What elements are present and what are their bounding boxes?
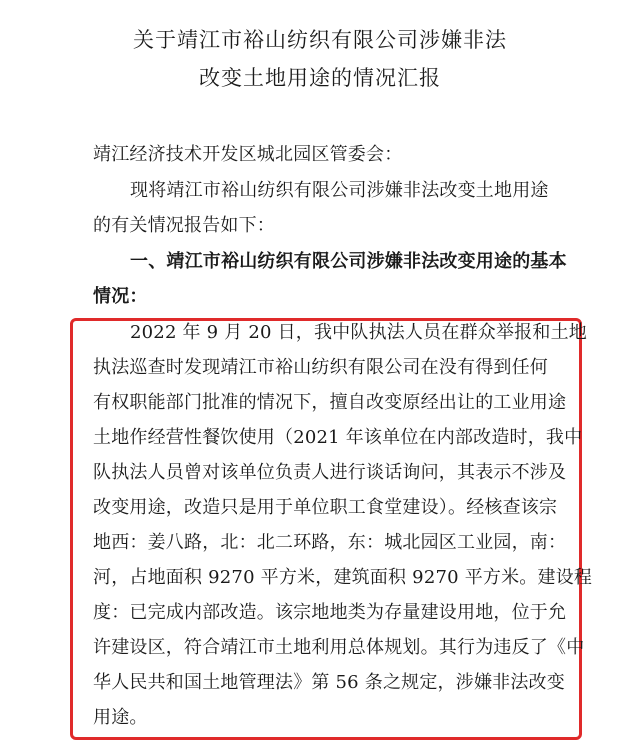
section-heading-line-2: 情况： xyxy=(93,286,148,307)
paragraph-line: 地西：姜八路，北：北二环路，东：城北园区工业园，南： xyxy=(93,532,567,553)
paragraph-line: 改变用途，改造只是用于单位职工食堂建设）。经核查该宗 xyxy=(93,497,558,518)
paragraph-line: 有权职能部门批准的情况下，擅自改变原经出让的工业用途 xyxy=(93,392,567,413)
paragraph-line: 土地作经营性餐饮使用（2021 年该单位在内部改造时，我中 xyxy=(93,427,583,448)
paragraph-line: 队执法人员曾对该单位负责人进行谈话询问，其表示不涉及 xyxy=(93,462,567,483)
addressee: 靖江经济技术开发区城北园区管委会： xyxy=(93,144,403,165)
paragraph-line: 许建设区，符合靖江市土地利用总体规划。其行为违反了《中 xyxy=(93,637,585,658)
intro-line-2: 的有关情况报告如下： xyxy=(93,215,275,236)
paragraph-line: 华人民共和国土地管理法》第 56 条之规定，涉嫌非法改变 xyxy=(93,672,565,693)
paragraph-line: 河，占地面积 9270 平方米，建筑面积 9270 平方米。建设程 xyxy=(93,567,593,588)
paragraph-line: 度：已完成内部改造。该宗地地类为存量建设用地，位于允 xyxy=(93,602,567,623)
section-heading-line-1: 一、靖江市裕山纺织有限公司涉嫌非法改变用途的基本 xyxy=(130,251,567,272)
intro-line-1: 现将靖江市裕山纺织有限公司涉嫌非法改变土地用途 xyxy=(130,180,549,201)
paragraph-line: 执法巡查时发现靖江市裕山纺织有限公司在没有得到任何 xyxy=(93,357,548,378)
document-title-line-2: 改变土地用途的情况汇报 xyxy=(199,66,441,90)
paragraph-line: 2022 年 9 月 20 日，我中队执法人员在群众举报和土地 xyxy=(130,322,587,343)
paragraph-line: 用途。 xyxy=(93,707,148,728)
document-title-line-1: 关于靖江市裕山纺织有限公司涉嫌非法 xyxy=(133,28,507,52)
